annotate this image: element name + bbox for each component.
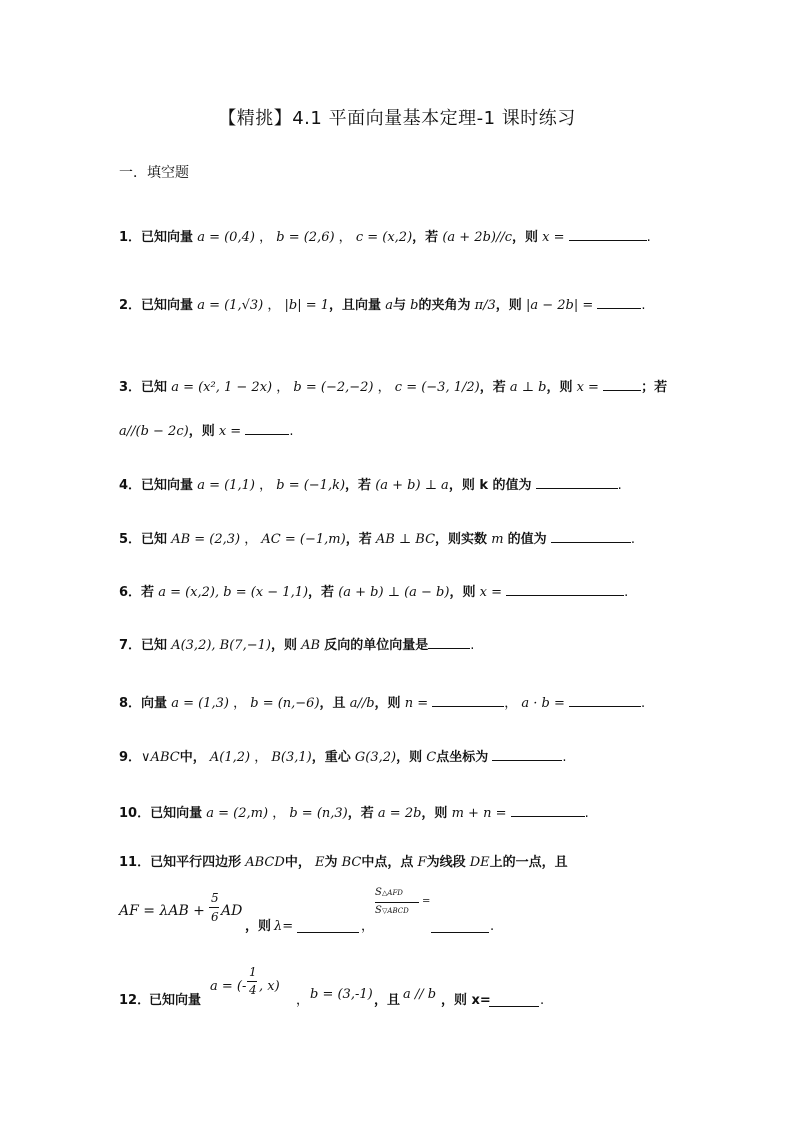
math-subscript: △AFD	[382, 889, 403, 897]
math-expression: n =	[404, 696, 429, 711]
punct: .	[562, 750, 567, 765]
problem-text: 的值为	[507, 532, 547, 547]
math-expression: S	[375, 887, 382, 898]
math-expression: A(3,2), B(7,−1)	[171, 638, 271, 653]
punct: .	[490, 919, 495, 934]
problem-text: 已知	[141, 532, 168, 547]
fraction-bar	[375, 902, 419, 903]
problem-text: 的夹角为	[418, 298, 471, 313]
math-expression: x =	[542, 230, 565, 245]
math-expression: G(3,2)	[354, 750, 397, 765]
math-expression: x =	[479, 585, 502, 600]
punct: .	[289, 424, 294, 439]
punct: .	[470, 638, 475, 653]
answer-blank[interactable]	[569, 228, 647, 241]
punct: .	[540, 993, 545, 1008]
fraction-bar	[247, 981, 257, 982]
math-expression: b = (2,6)	[276, 230, 335, 245]
fraction-numerator: 1	[249, 965, 257, 979]
problem-text: 中，	[284, 855, 311, 870]
problem-text: ，则	[188, 424, 215, 439]
math-expression: c = (x,2)	[355, 230, 413, 245]
problem-text: ，若	[412, 230, 439, 245]
fraction-numerator: 5	[211, 891, 219, 905]
problem-text: 中，	[179, 750, 206, 765]
math-expression: λ=	[274, 919, 294, 934]
punct: .	[641, 298, 646, 313]
math-expression: m + n =	[451, 806, 507, 821]
problem-11	[119, 856, 568, 869]
answer-blank[interactable]	[536, 476, 618, 489]
math-expression: c = (−3, 1/2)	[394, 380, 480, 395]
math-expression: BC	[341, 855, 362, 870]
problem-text: ，则	[374, 696, 401, 711]
problem-text: ，则 k 的值为	[448, 478, 532, 493]
math-expression: F	[417, 855, 427, 870]
math-expression: E	[314, 855, 325, 870]
problem-number: 12．	[119, 993, 151, 1008]
math-expression: a//b	[349, 696, 375, 711]
answer-blank[interactable]	[431, 920, 489, 933]
problem-text: 已知	[141, 380, 168, 395]
punct: ，	[504, 696, 518, 711]
problem-5	[119, 530, 635, 546]
math-expression: a = (1,3)	[171, 696, 229, 711]
math-expression: a ⊥ b	[509, 380, 547, 395]
answer-blank[interactable]	[428, 636, 470, 649]
answer-blank[interactable]	[492, 748, 562, 761]
math-expression: b	[410, 298, 419, 313]
problem-number: 6．	[119, 585, 142, 600]
math-expression: a = 2b	[377, 806, 422, 821]
problem-number: 11．	[119, 855, 151, 870]
math-expression: AC = (−1,m)	[261, 532, 346, 547]
math-expression: |a − 2b| =	[525, 298, 594, 313]
answer-blank[interactable]	[511, 804, 585, 817]
answer-blank[interactable]	[245, 422, 289, 435]
math-expression: m	[491, 532, 504, 547]
problem-text: ，则 x=	[441, 993, 491, 1008]
punct: ，	[338, 230, 352, 245]
problem-text: ，则	[421, 806, 448, 821]
punct: ，	[254, 750, 268, 765]
problem-number: 9．	[119, 750, 142, 765]
problem-number: 10．	[119, 806, 151, 821]
problem-number: 1．	[119, 230, 142, 245]
math-expression: b = (−1,k)	[276, 478, 346, 493]
math-expression: b = (3,-1)	[310, 987, 373, 1002]
problem-text: 向量	[141, 696, 168, 711]
problem-text: ，则	[245, 919, 272, 934]
problem-2	[119, 296, 646, 312]
punct: .	[617, 478, 622, 493]
math-expression: x =	[218, 424, 242, 439]
punct: ，	[272, 806, 286, 821]
punct: ，	[259, 478, 273, 493]
math-expression: b = (n,3)	[289, 806, 348, 821]
math-expression: a // b	[403, 987, 437, 1002]
math-expression: a = (2,m)	[206, 806, 269, 821]
problem-text: 若	[141, 585, 155, 600]
math-expression: AF = λAB +	[119, 903, 205, 919]
math-expression: A(1,2)	[209, 750, 251, 765]
problem-text: 已知平行四边形	[150, 855, 242, 870]
answer-blank[interactable]	[506, 583, 624, 596]
problem-text: ，则	[396, 750, 423, 765]
answer-blank[interactable]	[432, 694, 504, 707]
problem-text: 已知	[141, 638, 168, 653]
problem-number: 4．	[119, 478, 142, 493]
problem-text: ，若	[347, 806, 374, 821]
problem-text: ，则	[546, 380, 573, 395]
punct: .	[646, 230, 651, 245]
math-expression: a = (1,1)	[197, 478, 255, 493]
problem-3	[119, 378, 667, 394]
problem-text: 为	[324, 855, 338, 870]
problem-number: 2．	[119, 298, 142, 313]
math-expression: a · b =	[521, 696, 565, 711]
page-title: 【精挑】4.1 平面向量基本定理-1 课时练习	[218, 108, 576, 129]
problem-text: ，若	[345, 532, 372, 547]
problem-text: ，且向量	[329, 298, 382, 313]
punct: ，	[361, 919, 375, 934]
math-expression: a = (x², 1 − 2x)	[171, 380, 273, 395]
problem-8	[119, 694, 645, 710]
problem-text: ，则实数	[435, 532, 488, 547]
math-expression: a = (1,√3)	[197, 298, 264, 313]
math-expression: (a + b) ⊥ a	[375, 478, 449, 493]
math-expression: AD	[221, 903, 243, 919]
math-expression: , x)	[259, 979, 280, 994]
answer-blank[interactable]	[551, 530, 631, 543]
problem-number: 8．	[119, 696, 142, 711]
problem-number: 5．	[119, 532, 142, 547]
math-expression: a = (x,2), b = (x − 1,1)	[158, 585, 309, 600]
fraction-denominator: 6	[211, 910, 219, 924]
problem-text: 点坐标为	[436, 750, 489, 765]
math-expression: a//(b − 2c)	[119, 424, 189, 439]
problem-text: 中点，点	[361, 855, 414, 870]
math-expression: AB = (2,3)	[171, 532, 241, 547]
problem-text: ，若	[345, 478, 372, 493]
problem-text: ，且	[319, 696, 346, 711]
section-heading: 一．填空题	[119, 165, 189, 181]
problem-4	[119, 476, 622, 492]
problem-number: 7．	[119, 638, 142, 653]
problem-text: 已知向量	[149, 993, 202, 1008]
problem-3-continued	[119, 422, 293, 438]
math-expression: DE	[469, 855, 490, 870]
math-expression: ABCD	[245, 855, 285, 870]
problem-text: ，若	[479, 380, 506, 395]
math-expression: x =	[576, 380, 599, 395]
answer-blank[interactable]	[297, 920, 359, 933]
math-expression: b = (n,−6)	[250, 696, 320, 711]
problem-7	[119, 636, 474, 652]
problem-text: 已知向量	[150, 806, 203, 821]
punct: .	[584, 806, 589, 821]
math-expression: b = (−2,−2)	[293, 380, 374, 395]
math-expression: ∨ABC	[141, 750, 180, 765]
fraction-bar	[209, 907, 219, 908]
problem-text: 反向的单位向量是	[324, 638, 429, 653]
punct: .	[630, 532, 635, 547]
punct: ，	[259, 230, 273, 245]
math-subscript: ▽ABCD	[382, 907, 409, 915]
problem-text: 为线段	[426, 855, 466, 870]
math-expression: B(3,1)	[271, 750, 312, 765]
math-expression: (a + 2b)//c	[442, 230, 512, 245]
punct: .	[624, 585, 629, 600]
punct: ，	[296, 993, 310, 1008]
answer-blank[interactable]	[489, 994, 539, 1007]
punct: ，	[276, 380, 290, 395]
problem-text: 已知向量	[141, 298, 194, 313]
fraction-denominator: 4	[249, 983, 257, 997]
problem-text: 上的一点，且	[489, 855, 568, 870]
problem-1	[119, 228, 651, 244]
problem-text: ，则	[270, 638, 297, 653]
math-expression: AB ⊥ BC	[375, 532, 436, 547]
math-expression: S	[375, 905, 382, 916]
punct: ，	[233, 696, 247, 711]
problem-text: ，则	[512, 230, 539, 245]
problem-text: 已知向量	[141, 230, 194, 245]
punct: ，	[377, 380, 391, 395]
problem-text: ，且	[374, 993, 401, 1008]
problem-text: 与	[392, 298, 406, 313]
answer-blank[interactable]	[597, 296, 641, 309]
problem-6	[119, 583, 628, 599]
math-expression: |b| = 1	[284, 298, 330, 313]
punct: ，	[267, 298, 281, 313]
problem-10	[119, 804, 589, 820]
problem-text: ，重心	[311, 750, 351, 765]
math-expression: a	[385, 298, 393, 313]
punct: ，	[244, 532, 258, 547]
punct: .	[641, 696, 646, 711]
math-expression: π/3	[474, 298, 496, 313]
answer-blank[interactable]	[603, 378, 641, 391]
math-expression: AB	[301, 638, 321, 653]
math-expression: a = (-	[210, 979, 247, 994]
math-expression: (a + b) ⊥ (a − b)	[338, 585, 450, 600]
problem-number: 3．	[119, 380, 142, 395]
problem-9	[119, 748, 567, 764]
problem-text: ，若	[308, 585, 335, 600]
math-expression: =	[422, 896, 431, 907]
answer-blank[interactable]	[569, 694, 641, 707]
problem-text: ，则	[495, 298, 522, 313]
problem-text: 已知向量	[141, 478, 194, 493]
problem-text: ，则	[449, 585, 476, 600]
math-expression: C	[426, 750, 437, 765]
problem-text: ；若	[641, 380, 668, 395]
math-expression: a = (0,4)	[197, 230, 255, 245]
